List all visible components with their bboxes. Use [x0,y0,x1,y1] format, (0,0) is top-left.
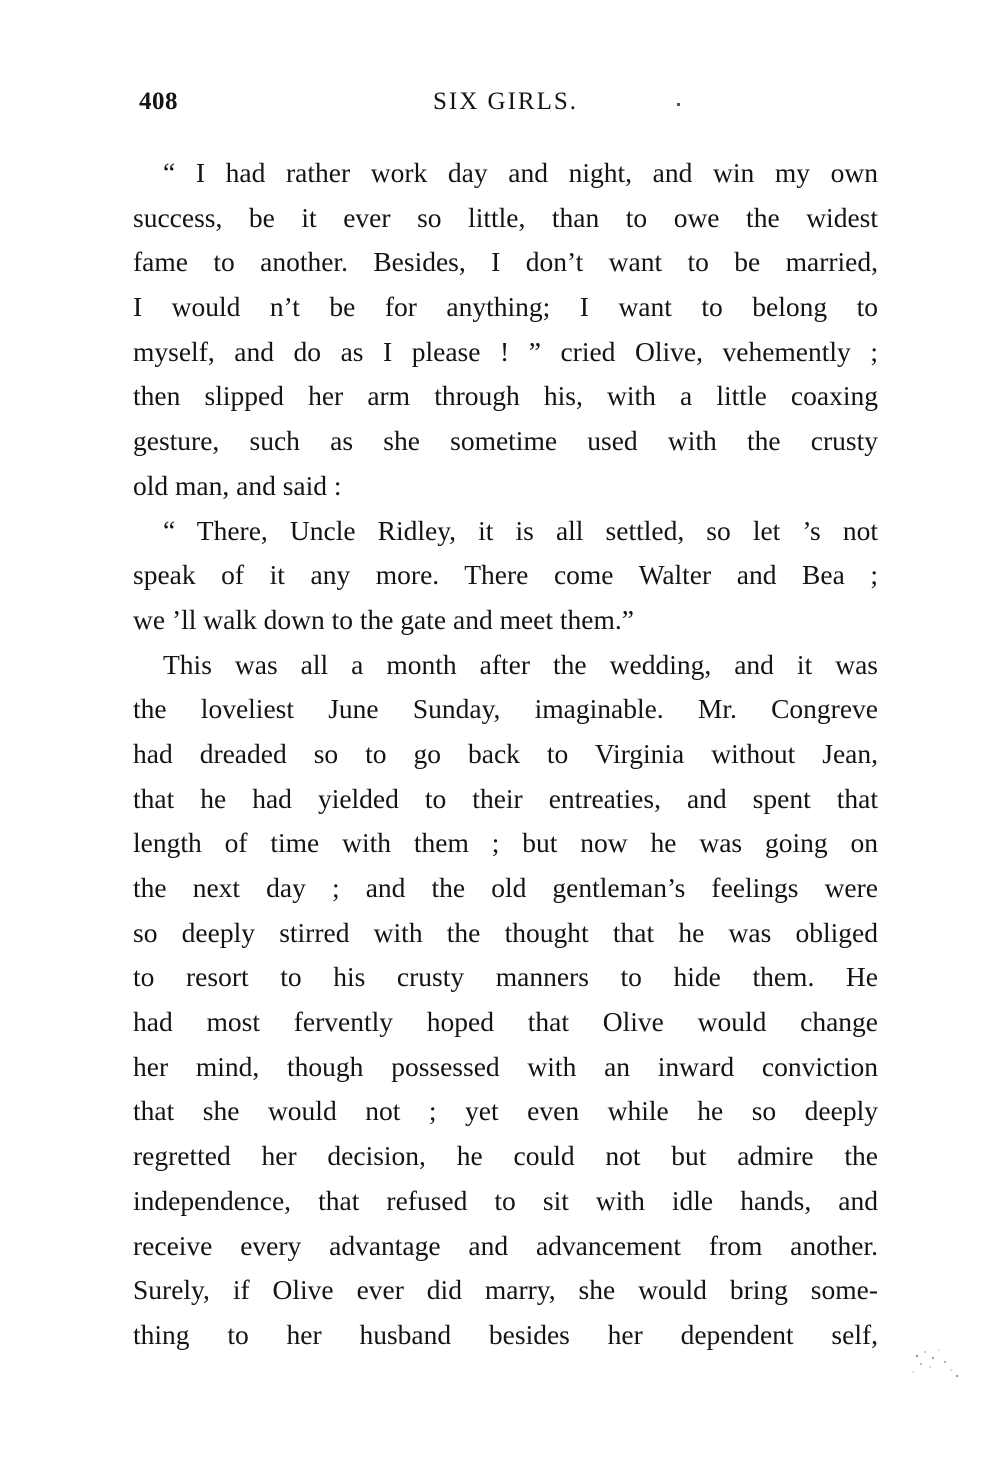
text-line: old man, and said : [133,469,342,501]
text-line: gesture, such as she sometime used with the crusty [133,425,878,457]
text-line: I would n’t be for anything; I want to belong to [133,291,878,323]
text-line: had most fervently hoped that Olive would change [133,1006,878,1038]
text-line: speak of it any more. There come Walter and Bea ; [133,559,878,591]
running-head [133,88,878,124]
book-title: SIX GIRLS. [432,88,578,115]
text-line: so deeply stirred with the thought that he was obliged [133,916,878,948]
body-text [133,151,878,1358]
text-line: This was all a month after the wedding, and it was [163,648,878,680]
text-line: length of time with them ; but now he was going on [133,827,878,859]
text-line: Surely, if Olive ever did marry, she would bring some- [133,1274,878,1306]
text-line: regretted her decision, he could not but admire the [133,1140,878,1172]
text-line: independence, that refused to sit with idle hands, and [133,1184,878,1216]
text-line: “ There, Uncle Ridley, it is all settled, so let ’s not [163,514,878,546]
text-line: to resort to his crusty manners to hide them. He [133,961,878,993]
scan-smudge [905,1342,965,1382]
text-line: had dreaded so to go back to Virginia without Jean, [133,737,878,769]
text-line: her mind, though possessed with an inward conviction [133,1050,878,1082]
page-number: 408 [139,88,178,115]
text-line: the next day ; and the old gentleman’s feelings were [133,872,878,903]
text-line: success, be it ever so little, than to owe the widest [133,201,878,233]
text-line: the loveliest June Sunday, imaginable. Mr. Congreve [133,693,878,725]
text-line: that she would not ; yet even while he so deeply [133,1095,878,1127]
print-speck [677,103,680,106]
text-line: fame to another. Besides, I don’t want to be married, [133,246,878,278]
text-line: we ’ll walk down to the gate and meet them.” [133,603,634,635]
text-line: that he had yielded to their entreaties, and spent that [133,782,878,814]
text-line: thing to her husband besides her dependent self, [133,1318,878,1350]
text-line: “ I had rather work day and night, and win my own [163,157,878,188]
text-line: receive every advantage and advancement from another. [133,1229,878,1261]
text-line: myself, and do as I please ! ” cried Olive, vehemently ; [133,335,878,367]
text-line: then slipped her arm through his, with a little coaxing [133,380,878,412]
